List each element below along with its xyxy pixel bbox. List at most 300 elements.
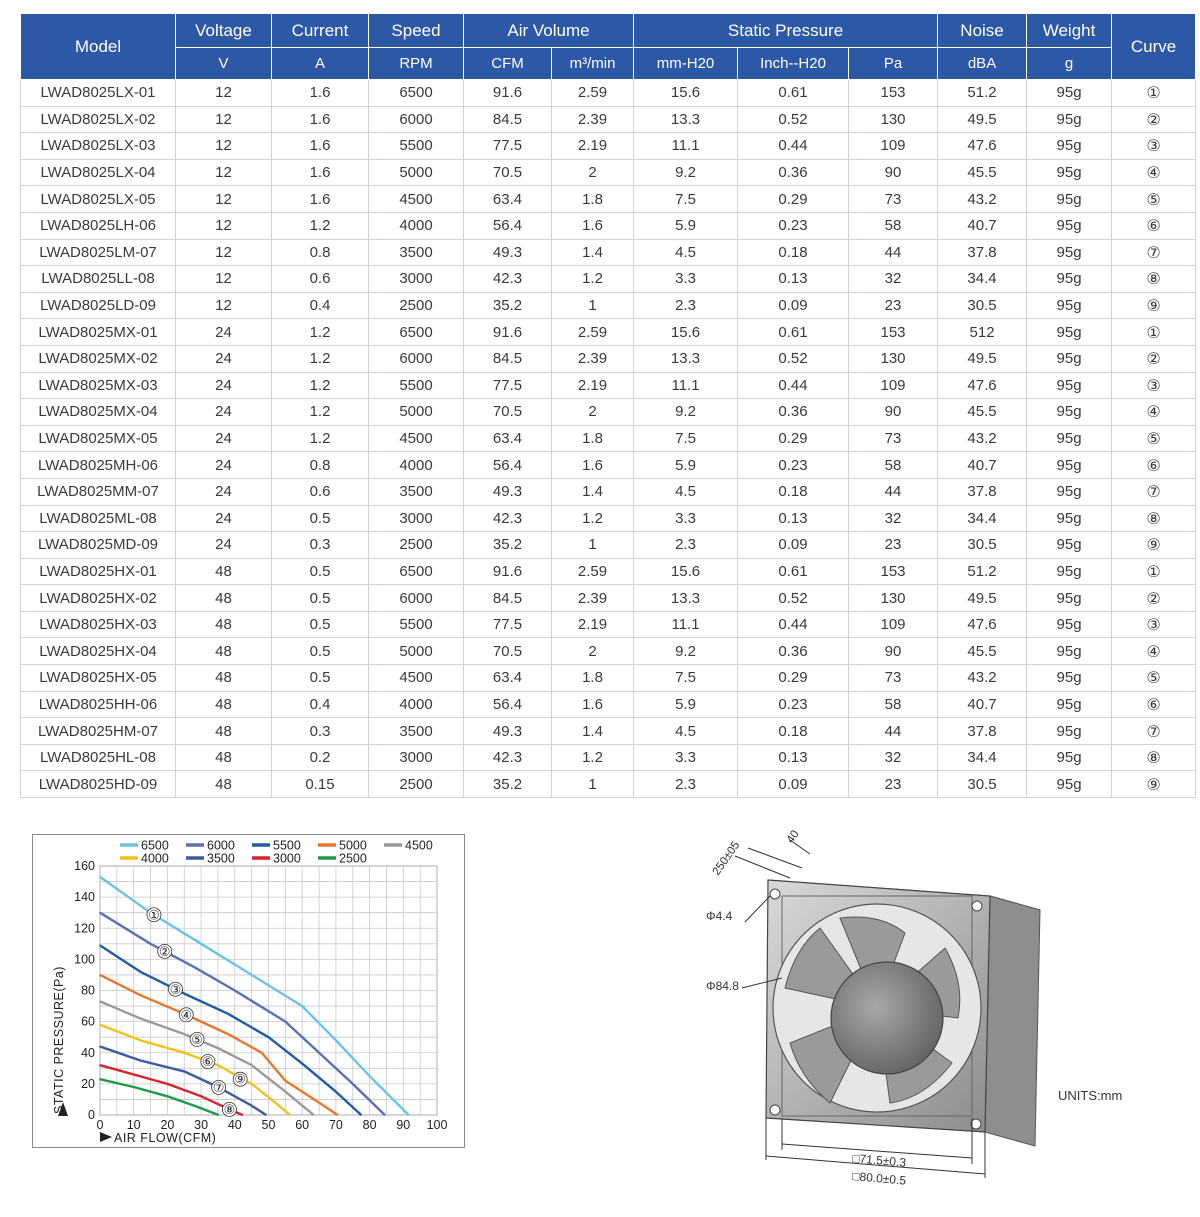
x-tick-label: 80 [362, 1118, 377, 1132]
cell-voltage: 12 [176, 159, 272, 186]
cell-pa: 109 [849, 133, 938, 160]
cell-mmh2o: 13.3 [634, 345, 738, 372]
cell-current: 1.2 [272, 212, 369, 239]
cell-m3min: 1.6 [552, 212, 634, 239]
cell-speed: 5000 [369, 399, 464, 426]
cell-mmh2o: 15.6 [634, 80, 738, 107]
cell-speed: 5000 [369, 159, 464, 186]
cell-cfm: 91.6 [464, 319, 552, 346]
cell-pa: 23 [849, 771, 938, 798]
header-air-volume: Air Volume [464, 14, 634, 48]
y-tick-label: 80 [81, 983, 95, 998]
data-point [183, 1071, 185, 1073]
cell-speed: 4000 [369, 452, 464, 479]
cell-speed: 6500 [369, 80, 464, 107]
cell-weight: 95g [1027, 744, 1112, 771]
data-point [150, 943, 152, 945]
cell-dba: 49.5 [938, 106, 1027, 133]
cell-model: LWAD8025HD-09 [21, 771, 176, 798]
cell-mmh2o: 9.2 [634, 159, 738, 186]
cell-pa: 73 [849, 186, 938, 213]
spec-table [20, 13, 1196, 798]
data-point [242, 1114, 244, 1116]
data-point [227, 1013, 229, 1015]
cell-weight: 95g [1027, 133, 1112, 160]
cell-pa: 73 [849, 425, 938, 452]
cell-inchh2o: 0.44 [738, 611, 849, 638]
cell-weight: 95g [1027, 266, 1112, 293]
cell-speed: 4500 [369, 665, 464, 692]
cell-dba: 51.2 [938, 558, 1027, 585]
cell-curve: ⑥ [1112, 212, 1196, 239]
data-point [99, 1078, 101, 1080]
cell-m3min: 1.2 [552, 744, 634, 771]
cell-pa: 44 [849, 478, 938, 505]
x-tick-label: 20 [160, 1118, 175, 1132]
cell-model: LWAD8025LX-01 [21, 80, 176, 107]
cell-curve: ① [1112, 558, 1196, 585]
cell-model: LWAD8025HL-08 [21, 744, 176, 771]
cell-voltage: 12 [176, 133, 272, 160]
cell-speed: 3000 [369, 266, 464, 293]
cell-mmh2o: 2.3 [634, 292, 738, 319]
cell-model: LWAD8025MX-04 [21, 399, 176, 426]
cell-speed: 6500 [369, 558, 464, 585]
cell-dba: 47.6 [938, 611, 1027, 638]
cell-inchh2o: 0.09 [738, 771, 849, 798]
cell-voltage: 48 [176, 691, 272, 718]
cell-curve: ⑧ [1112, 505, 1196, 532]
cell-dba: 40.7 [938, 691, 1027, 718]
x-tick-label: 100 [426, 1118, 448, 1132]
cell-inchh2o: 0.36 [738, 159, 849, 186]
cell-inchh2o: 0.23 [738, 212, 849, 239]
data-point [251, 1083, 253, 1085]
cell-current: 1.2 [272, 399, 369, 426]
cell-weight: 95g [1027, 691, 1112, 718]
cell-m3min: 2.39 [552, 106, 634, 133]
cell-inchh2o: 0.18 [738, 478, 849, 505]
cell-dba: 30.5 [938, 532, 1027, 559]
cell-weight: 95g [1027, 106, 1112, 133]
cell-voltage: 24 [176, 425, 272, 452]
cell-voltage: 24 [176, 319, 272, 346]
data-point [318, 1102, 320, 1104]
cell-pa: 109 [849, 372, 938, 399]
cell-inchh2o: 0.36 [738, 399, 849, 426]
data-point [99, 974, 101, 976]
cell-curve: ② [1112, 345, 1196, 372]
cell-voltage: 48 [176, 771, 272, 798]
data-point [167, 1096, 169, 1098]
cell-model: LWAD8025MD-09 [21, 532, 176, 559]
cell-model: LWAD8025LX-03 [21, 133, 176, 160]
cell-cfm: 91.6 [464, 558, 552, 585]
data-point [140, 1060, 142, 1062]
cell-curve: ③ [1112, 611, 1196, 638]
data-point [335, 1040, 337, 1042]
cell-dba: 43.2 [938, 425, 1027, 452]
y-tick-label: 40 [81, 1045, 95, 1060]
data-point [301, 1005, 303, 1007]
cell-pa: 90 [849, 159, 938, 186]
cell-mmh2o: 3.3 [634, 266, 738, 293]
cell-dba: 34.4 [938, 505, 1027, 532]
cell-model: LWAD8025MX-03 [21, 372, 176, 399]
cell-curve: ⑧ [1112, 266, 1196, 293]
data-point [140, 971, 142, 973]
data-point [140, 994, 142, 996]
unit-voltage: V [176, 48, 272, 80]
cell-cfm: 77.5 [464, 611, 552, 638]
cell-voltage: 24 [176, 505, 272, 532]
cell-speed: 4000 [369, 212, 464, 239]
cell-voltage: 12 [176, 186, 272, 213]
data-point [227, 1033, 229, 1035]
cell-current: 1.6 [272, 80, 369, 107]
cell-cfm: 35.2 [464, 532, 552, 559]
cell-pa: 32 [849, 505, 938, 532]
cell-inchh2o: 0.09 [738, 532, 849, 559]
data-point [313, 1114, 315, 1116]
cell-m3min: 1.8 [552, 186, 634, 213]
dim-cable-length: 250±05 [710, 839, 743, 878]
cell-current: 0.4 [272, 292, 369, 319]
cell-weight: 95g [1027, 399, 1112, 426]
cell-weight: 95g [1027, 186, 1112, 213]
cell-cfm: 56.4 [464, 212, 552, 239]
unit-weight: g [1027, 48, 1112, 80]
cell-cfm: 84.5 [464, 585, 552, 612]
cell-model: LWAD8025HX-02 [21, 585, 176, 612]
data-point [285, 1080, 287, 1082]
cell-weight: 95g [1027, 239, 1112, 266]
cell-m3min: 2 [552, 638, 634, 665]
cell-weight: 95g [1027, 425, 1112, 452]
cell-voltage: 48 [176, 611, 272, 638]
cell-model: LWAD8025LX-02 [21, 106, 176, 133]
cell-m3min: 1 [552, 771, 634, 798]
cell-voltage: 24 [176, 372, 272, 399]
cell-inchh2o: 0.29 [738, 425, 849, 452]
cell-cfm: 49.3 [464, 239, 552, 266]
cell-m3min: 2.59 [552, 558, 634, 585]
cell-curve: ⑦ [1112, 239, 1196, 266]
fan-body [766, 880, 1040, 1146]
cell-cfm: 70.5 [464, 159, 552, 186]
cell-weight: 95g [1027, 80, 1112, 107]
cell-weight: 95g [1027, 771, 1112, 798]
y-tick-label: 100 [74, 952, 95, 967]
header-noise: Noise [938, 14, 1027, 48]
header-curve: Curve [1112, 14, 1196, 80]
cell-curve: ④ [1112, 399, 1196, 426]
cell-dba: 40.7 [938, 212, 1027, 239]
cell-current: 0.5 [272, 638, 369, 665]
cell-current: 1.6 [272, 106, 369, 133]
cell-mmh2o: 2.3 [634, 532, 738, 559]
cell-model: LWAD8025HX-03 [21, 611, 176, 638]
dim-outer: □80.0±0.5 [851, 1169, 907, 1188]
x-axis-label: AIR FLOW(CFM) [114, 1131, 217, 1145]
cell-cfm: 84.5 [464, 106, 552, 133]
cell-curve: ⑨ [1112, 292, 1196, 319]
y-tick-label: 120 [74, 921, 95, 936]
cell-inchh2o: 0.18 [738, 239, 849, 266]
cell-current: 0.2 [272, 744, 369, 771]
cell-curve: ⑥ [1112, 452, 1196, 479]
y-tick-label: 160 [74, 859, 95, 873]
data-point [140, 1018, 142, 1020]
cell-model: LWAD8025LD-09 [21, 292, 176, 319]
cell-cfm: 77.5 [464, 133, 552, 160]
cell-inchh2o: 0.13 [738, 266, 849, 293]
cell-current: 1.6 [272, 133, 369, 160]
cell-pa: 44 [849, 718, 938, 745]
cell-voltage: 48 [176, 718, 272, 745]
cell-pa: 58 [849, 452, 938, 479]
cell-model: LWAD8025MH-06 [21, 452, 176, 479]
cell-mmh2o: 7.5 [634, 665, 738, 692]
cell-mmh2o: 4.5 [634, 478, 738, 505]
cell-voltage: 48 [176, 744, 272, 771]
cell-m3min: 1.8 [552, 665, 634, 692]
cell-model: LWAD8025HM-07 [21, 718, 176, 745]
unit-dba: dBA [938, 48, 1027, 80]
cell-speed: 4500 [369, 186, 464, 213]
dim-bore: Φ84.8 [706, 979, 739, 993]
cell-dba: 45.5 [938, 159, 1027, 186]
cell-inchh2o: 0.61 [738, 558, 849, 585]
unit-pa: Pa [849, 48, 938, 80]
curve-marker: ② [158, 944, 171, 960]
cell-speed: 4000 [369, 691, 464, 718]
table-row [21, 239, 1196, 266]
cell-mmh2o: 5.9 [634, 452, 738, 479]
cell-weight: 95g [1027, 505, 1112, 532]
table-row [21, 558, 1196, 585]
cell-m3min: 2.19 [552, 133, 634, 160]
data-point [335, 1091, 337, 1093]
cell-weight: 95g [1027, 638, 1112, 665]
cell-cfm: 70.5 [464, 399, 552, 426]
cell-inchh2o: 0.44 [738, 133, 849, 160]
cell-dba: 43.2 [938, 665, 1027, 692]
cell-current: 1.2 [272, 345, 369, 372]
cell-dba: 51.2 [938, 80, 1027, 107]
cell-speed: 3500 [369, 478, 464, 505]
cell-voltage: 12 [176, 80, 272, 107]
cell-speed: 6000 [369, 106, 464, 133]
cell-mmh2o: 15.6 [634, 558, 738, 585]
data-point [99, 1064, 101, 1066]
cell-mmh2o: 11.1 [634, 372, 738, 399]
cell-dba: 49.5 [938, 585, 1027, 612]
table-row [21, 266, 1196, 293]
cell-speed: 3000 [369, 744, 464, 771]
data-point [183, 1033, 185, 1035]
cell-cfm: 42.3 [464, 744, 552, 771]
curve-marker: ⑤ [191, 1032, 203, 1048]
cell-speed: 4500 [369, 425, 464, 452]
cell-m3min: 2.39 [552, 585, 634, 612]
cell-mmh2o: 13.3 [634, 106, 738, 133]
cell-cfm: 49.3 [464, 718, 552, 745]
cell-inchh2o: 0.18 [738, 718, 849, 745]
data-point [99, 912, 101, 914]
cell-model: LWAD8025HX-05 [21, 665, 176, 692]
cell-curve: ③ [1112, 372, 1196, 399]
spec-table-body [21, 80, 1196, 798]
cell-curve: ⑦ [1112, 718, 1196, 745]
table-row [21, 106, 1196, 133]
data-point [251, 1064, 253, 1066]
curve-marker: ⑨ [234, 1072, 247, 1088]
data-point [360, 1114, 362, 1116]
data-point [265, 1114, 267, 1116]
cell-cfm: 63.4 [464, 665, 552, 692]
cell-current: 0.15 [272, 771, 369, 798]
cell-pa: 73 [849, 665, 938, 692]
cell-dba: 30.5 [938, 771, 1027, 798]
cell-dba: 34.4 [938, 266, 1027, 293]
cell-dba: 512 [938, 319, 1027, 346]
cell-weight: 95g [1027, 611, 1112, 638]
table-row [21, 212, 1196, 239]
table-row [21, 159, 1196, 186]
cell-curve: ② [1112, 106, 1196, 133]
cell-mmh2o: 5.9 [634, 691, 738, 718]
cell-m3min: 1.4 [552, 239, 634, 266]
data-point [285, 1091, 287, 1093]
cell-mmh2o: 11.1 [634, 133, 738, 160]
cell-curve: ① [1112, 319, 1196, 346]
cell-speed: 5500 [369, 133, 464, 160]
cell-speed: 5000 [369, 638, 464, 665]
cell-model: LWAD8025HH-06 [21, 691, 176, 718]
cell-mmh2o: 2.3 [634, 771, 738, 798]
curve-marker: ③ [169, 982, 182, 998]
cell-current: 0.5 [272, 558, 369, 585]
cell-dba: 40.7 [938, 452, 1027, 479]
cell-speed: 5500 [369, 372, 464, 399]
table-row [21, 744, 1196, 771]
unit-mmh2o: mm-H20 [634, 48, 738, 80]
cell-current: 0.5 [272, 665, 369, 692]
cell-mmh2o: 5.9 [634, 212, 738, 239]
table-row [21, 665, 1196, 692]
header-speed: Speed [369, 14, 464, 48]
cell-dba: 37.8 [938, 478, 1027, 505]
cell-m3min: 2.59 [552, 319, 634, 346]
unit-m3min: m³/min [552, 48, 634, 80]
cell-dba: 45.5 [938, 399, 1027, 426]
cell-pa: 58 [849, 212, 938, 239]
cell-m3min: 1.2 [552, 266, 634, 293]
table-row [21, 585, 1196, 612]
table-row [21, 505, 1196, 532]
cell-current: 1.6 [272, 186, 369, 213]
cell-dba: 37.8 [938, 239, 1027, 266]
cell-pa: 153 [849, 558, 938, 585]
cell-current: 0.5 [272, 585, 369, 612]
cell-pa: 130 [849, 106, 938, 133]
data-point [268, 1036, 270, 1038]
data-point [183, 993, 185, 995]
cell-curve: ⑨ [1112, 771, 1196, 798]
cell-current: 1.6 [272, 159, 369, 186]
legend-label: 3000 [273, 851, 301, 866]
cell-pa: 32 [849, 266, 938, 293]
cell-curve: ⑨ [1112, 532, 1196, 559]
cell-speed: 2500 [369, 292, 464, 319]
y-tick-label: 20 [81, 1076, 95, 1091]
data-point [337, 1114, 339, 1116]
cell-cfm: 56.4 [464, 452, 552, 479]
cell-cfm: 84.5 [464, 345, 552, 372]
cell-current: 0.4 [272, 691, 369, 718]
table-row [21, 345, 1196, 372]
cell-pa: 23 [849, 532, 938, 559]
curve-marker: ① [148, 908, 160, 924]
dim-hole: Φ4.4 [706, 909, 733, 923]
cell-curve: ⑥ [1112, 691, 1196, 718]
header-current: Current [272, 14, 369, 48]
cell-weight: 95g [1027, 558, 1112, 585]
cell-weight: 95g [1027, 718, 1112, 745]
data-point [183, 1052, 185, 1054]
cell-weight: 95g [1027, 372, 1112, 399]
cell-weight: 95g [1027, 292, 1112, 319]
data-point [217, 1047, 219, 1049]
cell-model: LWAD8025MX-05 [21, 425, 176, 452]
x-tick-label: 50 [261, 1118, 276, 1132]
cell-voltage: 12 [176, 106, 272, 133]
pq-curve-chart [32, 834, 465, 1148]
cell-model: LWAD8025HX-04 [21, 638, 176, 665]
cell-m3min: 2.19 [552, 611, 634, 638]
cell-inchh2o: 0.29 [738, 186, 849, 213]
cell-current: 0.8 [272, 452, 369, 479]
header-voltage: Voltage [176, 14, 272, 48]
cell-m3min: 1.4 [552, 478, 634, 505]
data-point [167, 1083, 169, 1085]
cell-speed: 6000 [369, 345, 464, 372]
x-tick-label: 0 [96, 1118, 104, 1132]
table-row [21, 611, 1196, 638]
cell-m3min: 2.39 [552, 345, 634, 372]
cell-m3min: 1.6 [552, 691, 634, 718]
data-point [133, 1074, 135, 1076]
data-point [301, 1063, 303, 1065]
table-row [21, 292, 1196, 319]
cell-cfm: 42.3 [464, 266, 552, 293]
cell-pa: 90 [849, 638, 938, 665]
cell-model: LWAD8025MX-01 [21, 319, 176, 346]
table-row [21, 771, 1196, 798]
cell-current: 0.3 [272, 718, 369, 745]
table-row [21, 718, 1196, 745]
data-point [251, 1105, 253, 1107]
table-row [21, 319, 1196, 346]
cell-model: LWAD8025LX-05 [21, 186, 176, 213]
cell-mmh2o: 4.5 [634, 239, 738, 266]
cell-speed: 5500 [369, 611, 464, 638]
dim-cable-end: 40 [784, 828, 802, 846]
data-point [384, 1114, 386, 1116]
cell-m3min: 2 [552, 159, 634, 186]
cell-curve: ④ [1112, 159, 1196, 186]
